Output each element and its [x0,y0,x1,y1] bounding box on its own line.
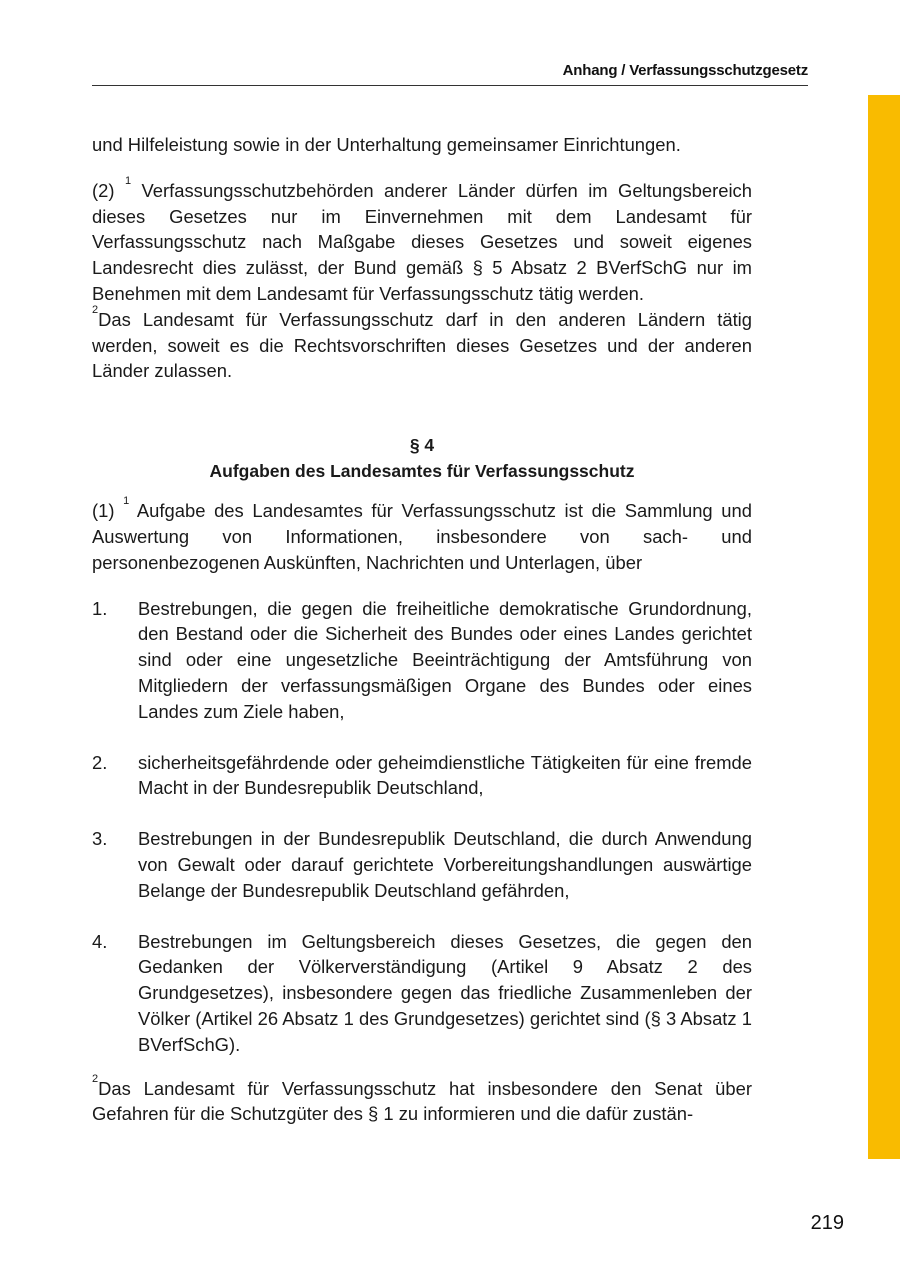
continuation-paragraph: und Hilfeleistung sowie in der Unterhaltung gemeinsamer Einrichtungen. [92,134,681,155]
sentence-text: Verfassungsschutzbehörden anderer Länder dürfen im Geltungsbereich dieses Gesetzes nur im Einvernehmen mit dem Landesamt für Verfassungsschutz nach Maßgabe dieses Gesetzes und soweit eigenes Landesrecht dies zulässt, der Bund gemäß § 5 Absatz 2 BVerfSchG nur im Benehmen mit dem Landesamt für Verfassungsschutz tätig werden. [92,179,752,304]
paragraph-1 [92,495,752,575]
list-item-number: 4. [92,930,108,952]
enumerated-list [92,596,752,1058]
page-number: 219 [810,1212,844,1234]
paragraph-label: (2) [92,179,115,201]
list-item [92,750,752,802]
page-body [92,132,752,1127]
chapter-tab-bar [868,95,900,1159]
paragraph-1-sentence-2 [92,1072,752,1128]
sentence-marker: 1 [123,495,130,508]
list-item [92,596,752,725]
list-item-number: 2. [92,751,108,773]
section-number: § 4 [409,435,435,456]
header-rule [92,85,808,86]
list-item-number: 1. [92,597,108,619]
section-title: Aufgaben des Landesamtes für Verfassungsschutz [209,461,635,482]
sentence-text: Aufgabe des Landesamtes für Verfassungsschutz ist die Sammlung und Auswertung von Informationen, insbesondere von sach- und personenbezogenen Auskünften, Nachrichten und Unterlagen, über [92,500,752,573]
list-item-number: 3. [92,828,108,850]
running-header: Anhang / Verfassungsschutzgesetz [562,62,808,79]
list-item-text: Bestrebungen, die gegen die freiheitliche demokratische Grundordnung, den Bestand oder die Sicherheit des Bundes oder eines Landes gerichtet sind oder eine ungesetzliche Beeinträchtigung der Amtsführung von Mitgliedern der verfassungsmäßigen Organe des Bundes oder eines Landes zum Ziele haben, [138,597,752,722]
sentence-marker: 1 [124,174,132,187]
sentence-marker: 2 [92,1072,99,1085]
section-heading [92,432,752,484]
paragraph-label: (1) [92,500,115,522]
list-item-text: Bestrebungen im Geltungsbereich dieses Gesetzes, die gegen den Gedanken der Völkerverständigung (Artikel 9 Absatz 2 des Grundgesetzes), insbesondere gegen das friedliche Zusammenleben der Völker (Artikel 26 Absatz 1 des Grundgesetzes) gerichtet sind (§ 3 Absatz 1 BVerfSchG). [138,930,752,1055]
sentence-marker: 2 [92,303,99,316]
sentence-text: Das Landesamt für Verfassungsschutz darf in den anderen Ländern tätig werden, soweit es die Rechtsvorschriften dieses Gesetzes und der anderen Länder zulassen. [92,308,752,382]
paragraph-2 [92,174,752,384]
list-item-text: Bestrebungen in der Bundesrepublik Deutschland, die durch Anwendung von Gewalt oder darauf gerichtete Vorbereitungshandlungen auswärtige Belange der Bundesrepublik Deutschland gefährden, [138,828,752,901]
list-item [92,826,752,903]
sentence-text: Das Landesamt für Verfassungsschutz hat insbesondere den Senat über Gefahren für die Schutzgüter des § 1 zu informieren und die dafür zustän- [92,1077,752,1125]
list-item [92,929,752,1058]
list-item-text: sicherheitsgefährdende oder geheimdienstliche Tätigkeiten für eine fremde Macht in der Bundesrepublik Deutschland, [138,751,752,799]
